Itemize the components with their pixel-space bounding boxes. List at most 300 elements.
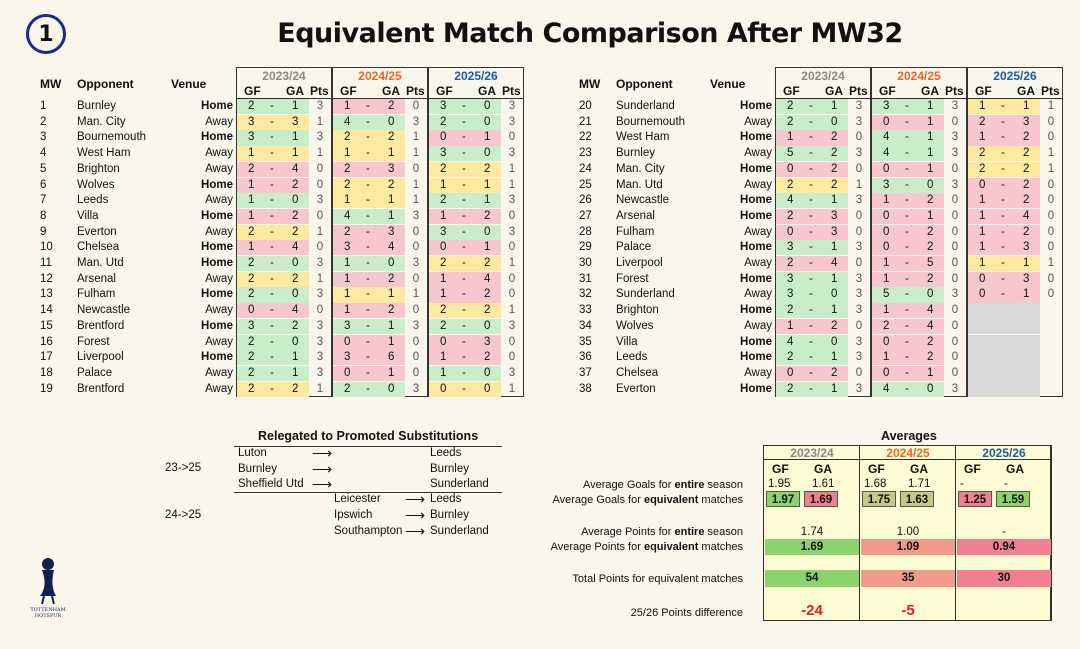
points-cell: 3	[508, 100, 516, 112]
goals-against: 2	[388, 100, 395, 112]
goals-against: 1	[484, 241, 491, 254]
opponent-cell: Man. City	[616, 162, 665, 175]
mw-cell: 11	[40, 257, 52, 269]
goals-for: 1	[248, 209, 255, 222]
goals-for: 2	[248, 335, 255, 348]
opponent-cell: Burnley	[616, 147, 655, 160]
goals-against: 1	[831, 272, 838, 285]
empty-cell	[968, 335, 1040, 351]
score-dash: -	[270, 382, 274, 395]
mw-cell: 19	[40, 382, 53, 395]
goals-against: 2	[831, 178, 838, 191]
points-cell: 0	[1047, 178, 1055, 191]
score-dash: -	[809, 178, 813, 191]
score-dash: -	[462, 178, 466, 191]
subs-divider	[234, 446, 502, 447]
goals-against: 1	[388, 288, 395, 301]
points-cell: 1	[412, 178, 420, 191]
goals-for: 2	[787, 351, 794, 364]
opponent-cell: West Ham	[77, 147, 131, 160]
score-dash: -	[809, 257, 813, 269]
label-text: season	[704, 479, 743, 491]
mw-cell: 30	[579, 257, 592, 269]
points-cell: 3	[508, 225, 516, 238]
goals-for: 0	[248, 304, 255, 317]
venue-cell: Away	[205, 304, 233, 317]
venue-cell: Away	[205, 272, 233, 285]
goals-against: 0	[388, 257, 395, 269]
points-cell: 3	[855, 382, 863, 395]
opponent-cell: Newcastle	[616, 194, 670, 207]
goals-for: 2	[344, 178, 351, 191]
mw-cell: 34	[579, 319, 592, 332]
points-cell: 0	[508, 272, 516, 285]
mw-cell: 23	[579, 147, 592, 160]
empty-cell	[968, 350, 1040, 366]
empty-cell	[968, 303, 1040, 319]
goals-for: 1	[883, 272, 890, 285]
goals-against: 1	[484, 131, 491, 144]
venue-cell: Away	[205, 162, 233, 175]
score-dash: -	[366, 147, 370, 160]
score-dash: -	[809, 115, 813, 128]
opponent-cell: Newcastle	[77, 304, 131, 317]
goals-for: 2	[344, 382, 351, 395]
goals-for: 0	[440, 335, 447, 348]
goals-against: 1	[292, 131, 299, 144]
score-dash: -	[905, 304, 909, 317]
goals-for: 1	[979, 194, 986, 207]
score-dash: -	[462, 351, 466, 364]
points-cell: 1	[508, 304, 516, 317]
venue-cell: Home	[201, 178, 233, 191]
goals-against: 2	[388, 304, 395, 317]
score-dash: -	[366, 131, 370, 144]
goals-against: 2	[927, 194, 934, 207]
venue-cell: Home	[740, 194, 772, 207]
points-cell: 0	[316, 178, 324, 191]
score-dash: -	[905, 288, 909, 301]
goals-against: 1	[831, 241, 838, 254]
goals-against: 4	[1023, 209, 1030, 222]
goals-against: 2	[388, 272, 395, 285]
goals-against: 2	[388, 178, 395, 191]
mw-cell: 26	[579, 194, 592, 207]
score-dash: -	[270, 162, 274, 175]
goals-for: 3	[344, 351, 351, 364]
goals-against: 1	[831, 351, 838, 364]
score-dash: -	[905, 131, 909, 144]
score-dash: -	[809, 147, 813, 160]
points-cell: 3	[508, 366, 516, 379]
goals-for: 4	[787, 335, 794, 348]
goals-against: 1	[292, 100, 299, 112]
season-header: 2024/25	[897, 69, 941, 83]
score-dash: -	[462, 241, 466, 254]
points-cell: 0	[508, 351, 516, 364]
pts-header: Pts	[1041, 84, 1060, 98]
goals-for: 0	[883, 209, 890, 222]
opponent-cell: Liverpool	[77, 351, 124, 364]
goals-for: 1	[248, 178, 255, 191]
goals-against: 3	[1023, 272, 1030, 285]
goals-for: 0	[979, 272, 986, 285]
score-dash: -	[1001, 241, 1005, 254]
goals-for: 0	[883, 335, 890, 348]
goals-for: 3	[440, 147, 447, 160]
points-cell: 1	[508, 178, 516, 191]
score-dash: -	[809, 194, 813, 207]
points-cell: 0	[855, 162, 863, 175]
mw-cell: 20	[579, 100, 592, 112]
score-dash: -	[1001, 225, 1005, 238]
points-cell: 1	[508, 382, 516, 395]
venue-cell: Away	[744, 147, 772, 160]
arrow-icon: ⟶	[312, 445, 333, 461]
opponent-cell: Man. Utd	[77, 257, 124, 269]
points-cell: 3	[855, 272, 863, 285]
page-number-badge: 1	[26, 14, 66, 54]
venue-cell: Home	[201, 209, 233, 222]
goals-against: 3	[484, 335, 491, 348]
venue-cell: Away	[744, 178, 772, 191]
mw-cell: 16	[40, 335, 53, 348]
pts-header: Pts	[406, 84, 425, 98]
mw-cell: 5	[40, 162, 47, 175]
goals-against: 1	[1023, 257, 1030, 269]
mw-cell: 14	[40, 304, 53, 317]
season-header: 2024/25	[358, 69, 402, 83]
score-dash: -	[462, 288, 466, 301]
pts-header: Pts	[310, 84, 329, 98]
score-dash: -	[366, 225, 370, 238]
sub-to: Burnley	[430, 509, 469, 521]
score-dash: -	[366, 319, 370, 332]
label-text: Average Points for	[581, 526, 675, 538]
score-dash: -	[366, 304, 370, 317]
goals-for: 1	[440, 288, 447, 301]
arrow-icon: ⟶	[312, 460, 333, 477]
goals-against: 1	[927, 366, 934, 379]
goals-for: 0	[440, 131, 447, 144]
points-cell: 0	[1047, 241, 1055, 254]
group-label: 24->25	[165, 509, 202, 521]
goals-against: 2	[831, 131, 838, 144]
score-dash: -	[905, 382, 909, 395]
goals-against: 0	[388, 382, 395, 395]
goals-against: 1	[927, 100, 934, 112]
score-dash: -	[809, 241, 813, 254]
score-dash: -	[270, 225, 274, 238]
points-cell: 0	[855, 319, 863, 332]
score-dash: -	[366, 241, 370, 254]
points-cell: 0	[316, 304, 324, 317]
mw-cell: 35	[579, 335, 592, 348]
points-cell: 0	[951, 304, 959, 317]
points-cell: 0	[951, 115, 959, 128]
points-cell: 3	[508, 319, 516, 332]
score-dash: -	[462, 366, 466, 379]
opponent-cell: Leeds	[77, 194, 109, 207]
score-dash: -	[270, 115, 274, 128]
score-dash: -	[270, 209, 274, 222]
goals-for: 2	[344, 225, 351, 238]
points-cell: 3	[316, 319, 324, 332]
opponent-cell: Sunderland	[616, 288, 675, 301]
points-cell: 0	[951, 241, 959, 254]
goals-for: 0	[883, 162, 890, 175]
goals-against: 1	[927, 131, 934, 144]
points-cell: 0	[951, 366, 959, 379]
score-dash: -	[809, 335, 813, 348]
avg-ga-entire: 1.61	[812, 478, 835, 490]
goals-for: 1	[248, 241, 255, 254]
points-cell: 3	[316, 194, 324, 207]
score-dash: -	[905, 335, 909, 348]
goals-against: 2	[292, 319, 299, 332]
venue-cell: Home	[740, 241, 772, 254]
goals-against: 1	[927, 162, 934, 175]
goals-against: 2	[388, 131, 395, 144]
mw-cell: 15	[40, 319, 53, 332]
goals-against: 4	[927, 304, 934, 317]
score-dash: -	[1001, 100, 1005, 112]
goals-against: 0	[484, 100, 491, 112]
points-cell: 1	[316, 115, 324, 128]
goals-for: 0	[440, 241, 447, 254]
season-header: 2023/24	[801, 69, 845, 83]
score-dash: -	[270, 304, 274, 317]
goals-for: 2	[248, 100, 255, 112]
goals-for: 3	[440, 225, 447, 238]
goals-against: 2	[484, 351, 491, 364]
sub-from: Burnley	[238, 462, 277, 475]
points-cell: 0	[316, 162, 324, 175]
goals-for: 2	[248, 288, 255, 301]
club-crest-icon	[28, 556, 68, 618]
mw-cell: 29	[579, 241, 592, 254]
points-cell: 0	[1047, 272, 1055, 285]
mw-cell: 25	[579, 178, 592, 191]
venue-cell: Away	[744, 257, 772, 269]
score-dash: -	[366, 382, 370, 395]
opponent-cell: Forest	[77, 335, 110, 348]
goals-for: 4	[883, 147, 890, 160]
goals-for: 3	[344, 241, 351, 254]
score-dash: -	[905, 100, 909, 112]
score-dash: -	[366, 209, 370, 222]
venue-cell: Home	[201, 257, 233, 269]
points-cell: 0	[412, 241, 420, 254]
mw-cell: 24	[579, 162, 592, 175]
venue-cell: Home	[740, 162, 772, 175]
venue-cell: Away	[205, 366, 233, 379]
goals-against: 0	[831, 288, 838, 301]
mw-cell: 32	[579, 288, 592, 301]
opponent-cell: Brighton	[616, 304, 659, 317]
goals-for: 2	[787, 209, 794, 222]
goals-against: 2	[292, 272, 299, 285]
avg-gf-equiv: 1.97	[766, 491, 800, 507]
mw-cell: 37	[579, 366, 592, 379]
mw-cell: 10	[40, 241, 53, 254]
avg-row-label: 25/26 Points difference	[630, 607, 743, 619]
goals-against: 3	[1023, 241, 1030, 254]
opponent-cell: Palace	[616, 241, 652, 254]
opponent-cell: Fulham	[616, 225, 655, 238]
mw-cell: 12	[40, 272, 53, 285]
goals-for: 3	[787, 288, 794, 301]
goals-for: 1	[440, 209, 447, 222]
mw-cell: 1	[40, 100, 47, 112]
points-cell: 0	[412, 162, 420, 175]
points-cell: 3	[508, 115, 516, 128]
venue-cell: Away	[205, 115, 233, 128]
mw-cell: 18	[40, 366, 53, 379]
goals-for: 3	[248, 115, 255, 128]
points-cell: 1	[1047, 257, 1055, 269]
points-cell: 0	[951, 351, 959, 364]
goals-against: 3	[831, 209, 838, 222]
goals-for: 4	[883, 382, 890, 395]
points-cell: 0	[855, 225, 863, 238]
goals-against: 2	[484, 257, 491, 269]
mw-cell: 9	[40, 225, 47, 238]
goals-against: 2	[1023, 162, 1030, 175]
venue-cell: Away	[744, 366, 772, 379]
goals-for: 3	[787, 241, 794, 254]
goals-for: 5	[787, 147, 794, 160]
gf-header: GF	[783, 84, 800, 98]
venue-cell: Home	[740, 272, 772, 285]
goals-against: 3	[1023, 115, 1030, 128]
goals-against: 0	[927, 382, 934, 395]
goals-for: 2	[248, 272, 255, 285]
score-dash: -	[905, 319, 909, 332]
score-dash: -	[809, 366, 813, 379]
goals-against: 1	[831, 194, 838, 207]
goals-for: 4	[344, 209, 351, 222]
opponent-cell: Everton	[77, 225, 117, 238]
label-bold: entire	[674, 479, 705, 491]
goals-for: 2	[248, 225, 255, 238]
goals-for: 1	[248, 147, 255, 160]
goals-against: 4	[292, 304, 299, 317]
goals-for: 1	[979, 241, 986, 254]
venue-cell: Home	[740, 131, 772, 144]
goals-for: 0	[883, 115, 890, 128]
points-cell: 1	[1047, 162, 1055, 175]
score-dash: -	[462, 382, 466, 395]
label-text: season	[704, 526, 743, 538]
opponent-cell: Man. City	[77, 115, 126, 128]
goals-against: 0	[484, 115, 491, 128]
opponent-cell: Bournemouth	[616, 115, 686, 128]
goals-for: 3	[248, 131, 255, 144]
venue-cell: Home	[740, 304, 772, 317]
opponent-cell: Man. Utd	[616, 178, 663, 191]
sub-to: Leeds	[430, 493, 462, 505]
avg-row-label	[583, 479, 743, 491]
goals-against: 1	[484, 194, 491, 207]
goals-for: 2	[440, 304, 447, 317]
goals-against: 2	[927, 335, 934, 348]
score-dash: -	[270, 351, 274, 364]
points-cell: 3	[855, 115, 863, 128]
avg-row-label	[581, 526, 743, 538]
goals-for: 4	[344, 115, 351, 128]
opponent-cell: Brighton	[77, 162, 120, 175]
opponent-cell: Fulham	[77, 288, 116, 301]
points-cell: 0	[855, 366, 863, 379]
opponent-cell: Forest	[616, 272, 649, 285]
score-dash: -	[462, 304, 466, 317]
points-cell: 3	[855, 100, 863, 112]
points-cell: 0	[1047, 115, 1055, 128]
points-cell: 1	[508, 162, 516, 175]
score-dash: -	[366, 178, 370, 191]
goals-for: 1	[440, 351, 447, 364]
goals-against: 2	[831, 319, 838, 332]
sub-from: Sheffield Utd	[238, 478, 304, 490]
opponent-cell: Palace	[77, 366, 113, 379]
mw-cell: 38	[579, 382, 592, 395]
gf-header: GF	[772, 462, 789, 476]
goals-for: 1	[883, 257, 890, 269]
avg-pts-equiv: 1.09	[861, 539, 955, 555]
points-cell: 0	[412, 351, 420, 364]
mw-cell: 4	[40, 147, 47, 160]
goals-against: 2	[1023, 225, 1030, 238]
avg-ga-entire: -	[1004, 478, 1008, 490]
empty-cell	[968, 366, 1040, 382]
points-cell: 3	[316, 335, 324, 348]
goals-against: 2	[927, 241, 934, 254]
ga-header: GA	[286, 84, 304, 98]
score-dash: -	[905, 162, 909, 175]
goals-against: 2	[292, 225, 299, 238]
score-dash: -	[1001, 194, 1005, 207]
goals-against: 1	[927, 115, 934, 128]
goals-for: 2	[248, 257, 255, 269]
points-cell: 0	[855, 131, 863, 144]
points-cell: 0	[412, 100, 420, 112]
opponent-cell: Arsenal	[616, 209, 655, 222]
score-dash: -	[270, 241, 274, 254]
goals-against: 3	[388, 162, 395, 175]
goals-for: 3	[344, 319, 351, 332]
gf-header: GF	[975, 84, 992, 98]
group-label: 23->25	[165, 462, 202, 474]
score-dash: -	[270, 272, 274, 285]
goals-for: 2	[344, 162, 351, 175]
goals-for: 1	[979, 257, 986, 269]
mw-cell: 7	[40, 194, 47, 207]
goals-against: 0	[292, 257, 299, 269]
season-header: 2025/26	[454, 69, 498, 83]
avg-pts-entire: -	[1002, 526, 1006, 538]
goals-against: 1	[1023, 288, 1030, 301]
score-dash: -	[270, 178, 274, 191]
goals-against: 1	[388, 209, 395, 222]
gf-header: GF	[244, 84, 261, 98]
avg-ga-equiv: 1.63	[900, 491, 934, 507]
points-cell: 3	[316, 131, 324, 144]
points-cell: 3	[951, 288, 959, 301]
score-dash: -	[366, 366, 370, 379]
mw-cell: 6	[40, 178, 47, 191]
avg-line	[763, 459, 1051, 460]
